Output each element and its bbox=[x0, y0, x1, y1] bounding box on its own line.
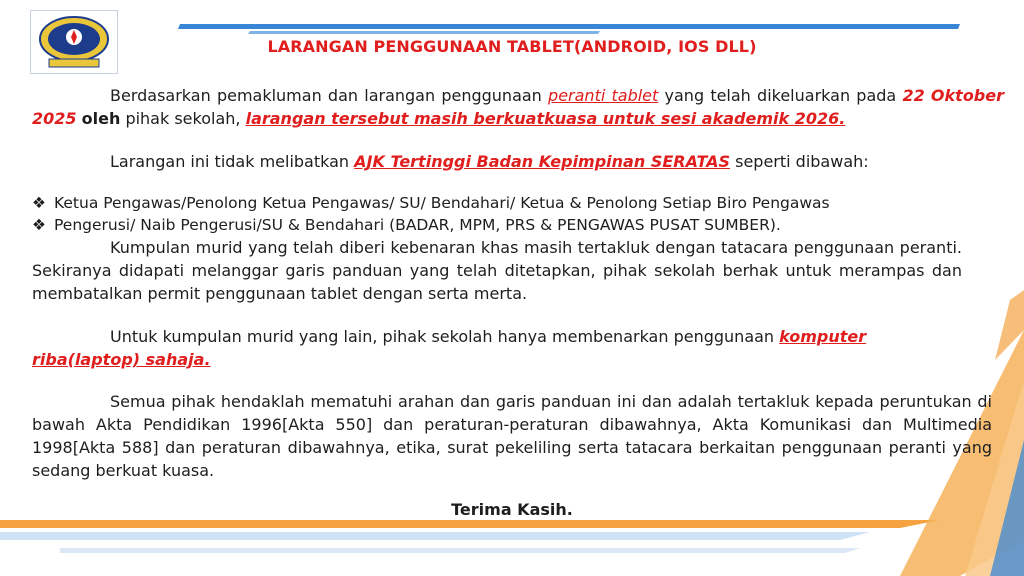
p1-text-a: Berdasarkan pemakluman dan larangan penggunaan bbox=[110, 86, 542, 105]
list-item-text: Ketua Pengawas/Penolong Ketua Pengawas/ SU/ Bendahari/ Ketua & Penolong Setiap Biro Pengawas bbox=[54, 194, 830, 212]
closing-text: Terima Kasih. bbox=[451, 500, 573, 519]
p3-text: Kumpulan murid yang telah diberi kebenaran khas masih tertakluk dengan tatacara penggunaan peranti. Sekiranya didapati melanggar garis panduan yang telah ditetapkan, pihak sekolah berhak untuk merampas dan membatalkan permit penggunaan tablet dengan serta merta. bbox=[32, 238, 962, 303]
list-item-text: Pengerusi/ Naib Pengerusi/SU & Bendahari (BADAR, MPM, PRS & PENGAWAS PUSAT SUMBER). bbox=[54, 216, 781, 234]
list-item bbox=[32, 192, 830, 214]
p1-emphasis-device: peranti tablet bbox=[548, 86, 659, 105]
p5-text: Semua pihak hendaklah mematuhi arahan dan garis panduan ini dan adalah tertakluk kepada peruntukan di bawah Akta Pendidikan 1996[Akta 550] dan peraturan-peraturan dibawahnya, Akta Komunikasi dan Multimedia 1998[Akta 588] dan peraturan dibawahnya, etika, surat pekeliling serta tatacara berkaitan penggunaan peranti yang sedang berkuat kuasa. bbox=[32, 392, 992, 480]
p1-emphasis-session: larangan tersebut masih berkuatkuasa untuk sesi akademik 2026. bbox=[245, 109, 846, 128]
p1-oleh: oleh bbox=[81, 109, 121, 128]
p4-emphasis-laptop: komputer riba(laptop) sahaja. bbox=[32, 327, 867, 369]
p1-text-c: pihak sekolah, bbox=[125, 109, 241, 128]
paragraph-4 bbox=[32, 325, 962, 371]
p2-emphasis-ajk: AJK Tertinggi Badan Kepimpinan SERATAS bbox=[354, 152, 731, 171]
p1-text-b: yang telah dikeluarkan pada bbox=[664, 86, 897, 105]
p2-text-a: Larangan ini tidak melibatkan bbox=[110, 152, 350, 171]
p1-date-rest: Oktober 2025 bbox=[32, 86, 1004, 128]
p4-text-a: Untuk kumpulan murid yang lain, pihak sekolah hanya membenarkan penggunaan bbox=[110, 327, 775, 346]
paragraph-1 bbox=[32, 84, 1004, 130]
p2-text-b: seperti dibawah: bbox=[735, 152, 869, 171]
paragraph-3 bbox=[32, 236, 962, 305]
p1-date-day: 22 bbox=[902, 86, 925, 105]
diamond-bullet-icon: ❖ bbox=[32, 194, 46, 212]
page-title: LARANGAN PENGGUNAAN TABLET(ANDROID, IOS DLL) bbox=[267, 37, 757, 56]
diamond-bullet-icon: ❖ bbox=[32, 216, 46, 234]
list-item bbox=[32, 214, 781, 236]
paragraph-5 bbox=[32, 390, 992, 482]
paragraph-2 bbox=[32, 150, 1004, 173]
